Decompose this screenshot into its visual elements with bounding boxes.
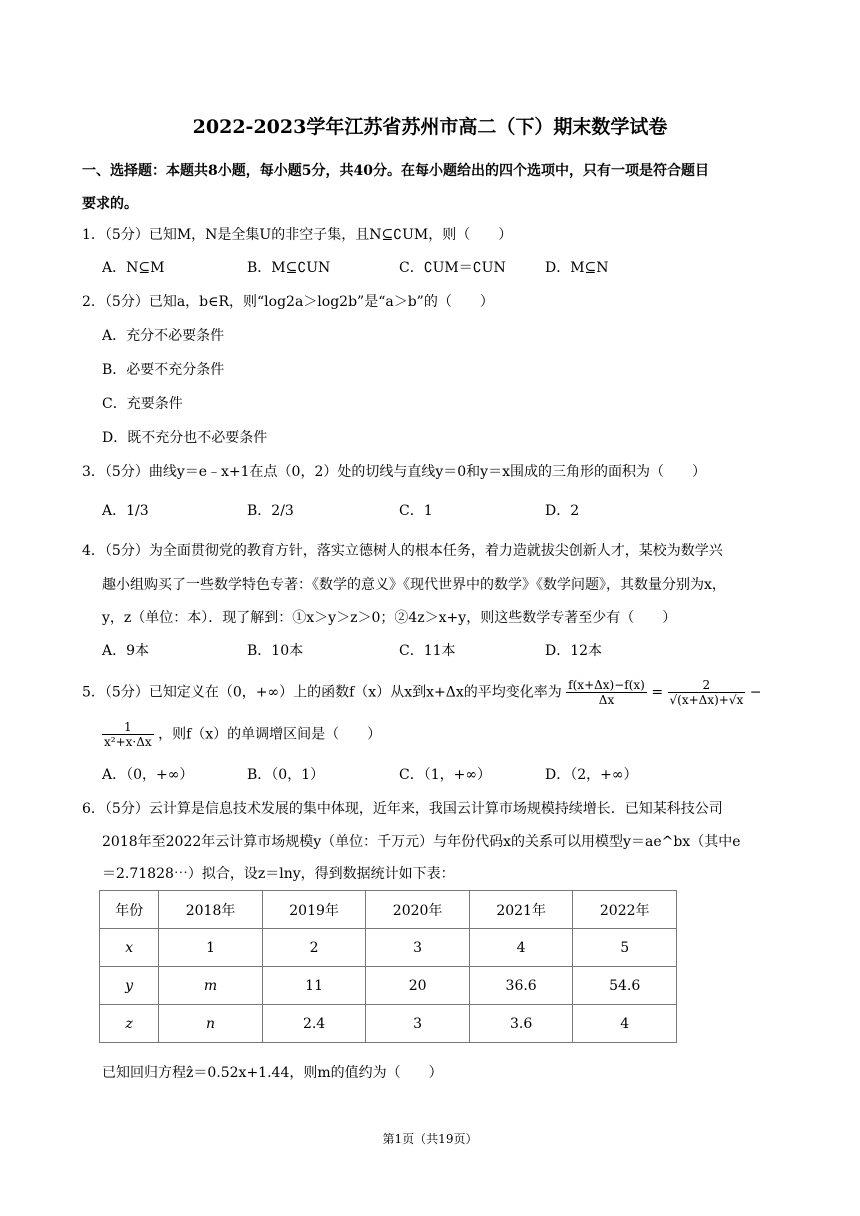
table-cell: 5	[573, 929, 677, 967]
q1-option-a: A．N⊆M	[102, 260, 165, 276]
q5-fraction-2	[668, 678, 746, 707]
question-6-line1: 6．（5分）云计算是信息技术发展的集中体现，近年来，我国云计算市场规模持续增长．已知某科技公司	[82, 801, 723, 817]
q5-option-a: A．（0，+∞）	[102, 767, 194, 783]
q5-fraction-2-num: 2	[668, 678, 746, 693]
table-header-row	[100, 891, 677, 929]
table-cell: 3.6	[469, 1005, 573, 1043]
table-cell: 4	[469, 929, 573, 967]
q1-option-c: C．∁UM＝∁UN	[399, 260, 506, 276]
table-cell: y	[100, 967, 159, 1005]
table-cell: 2	[262, 929, 366, 967]
q4-option-a: A．9本	[102, 643, 150, 659]
q2-option-c: C．充要条件	[102, 396, 183, 412]
q4-option-c: C．11本	[399, 643, 456, 659]
q3-option-b: B．2/3	[247, 503, 294, 519]
page-footer: 第1页（共19页）	[382, 1132, 478, 1146]
question-1-stem: 1．（5分）已知M，N是全集U的非空子集，且N⊆∁UM，则（ ）	[82, 227, 513, 243]
question-4-line2: 趣小组购买了一些数学特色专著：《数学的意义》《现代世界中的数学》《数学问题》，其数量分别为x，	[102, 577, 726, 593]
q2-option-d: D．既不充分也不必要条件	[102, 430, 268, 446]
q5-fraction-1-num: f(x+Δx)−f(x)	[568, 678, 645, 692]
question-4-line1: 4．（5分）为全面贯彻党的教育方针，落实立德树人的根本任务，着力造就拔尖创新人才，某校为数学兴	[82, 543, 723, 559]
table-cell: 2019年	[262, 891, 366, 929]
q5-fraction-3-den: x²+x·Δx	[104, 735, 152, 749]
question-5-line2	[102, 720, 381, 749]
question-2-stem: 2．（5分）已知a，b∈R，则“log2a＞log2b”是“a＞b”的（ ）	[82, 294, 494, 310]
q4-option-d: D．12本	[545, 643, 603, 659]
table-cell: 3	[366, 929, 470, 967]
q5-equals: =	[651, 684, 664, 701]
table-cell: 2022年	[573, 891, 677, 929]
table-row	[100, 967, 677, 1005]
table-cell: 2.4	[262, 1005, 366, 1043]
q2-option-b: B．必要不充分条件	[102, 362, 225, 378]
table-cell: 2018年	[159, 891, 263, 929]
q5-option-b: B．（0，1）	[247, 767, 325, 783]
table-cell: 20	[366, 967, 470, 1005]
q3-option-d: D．2	[545, 503, 580, 519]
q5-fraction-2-den: √(x+Δx)+√x	[669, 693, 744, 707]
q5-option-c: C．（1，+∞）	[399, 767, 492, 783]
q2-option-a: A．充分不必要条件	[102, 328, 225, 344]
table-cell: 36.6	[469, 967, 573, 1005]
table-cell: z	[100, 1005, 159, 1043]
question-4-line3: y，z（单位：本）．现了解到：①x＞y＞z＞0；②4z＞x+y，则这些数学专著至少有（ ）	[102, 610, 677, 626]
q5-fraction-3-num: 1	[102, 720, 154, 735]
q3-option-c: C．1	[399, 503, 433, 519]
q3-option-a: A．1/3	[102, 503, 149, 519]
q5-option-d: D．（2，+∞）	[545, 767, 638, 783]
q5-text: 5．（5分）已知定义在（0，+∞）上的函数f（x）从x到x+Δx的平均变化率为	[82, 684, 562, 701]
question-6-line2: 2018年至2022年云计算市场规模y（单位：千万元）与年份代码x的关系可以用模型y＝ae^bx（其中e	[102, 834, 741, 850]
table-cell: 4	[573, 1005, 677, 1043]
question-6-line3: ＝2.71828⋯）拟合，设z＝lny，得到数据统计如下表：	[102, 866, 455, 882]
table-row	[100, 929, 677, 967]
table-cell: 2020年	[366, 891, 470, 929]
table-row	[100, 1005, 677, 1043]
table-cell: 年份	[100, 891, 159, 929]
q5-fraction-1	[566, 678, 647, 707]
question-6-after: 已知回归方程ẑ＝0.52x+1.44，则m的值约为（ ）	[102, 1065, 443, 1081]
section-header-line2: 要求的。	[82, 196, 138, 212]
data-table	[99, 890, 677, 1043]
table-cell: 11	[262, 967, 366, 1005]
table-cell: m	[159, 967, 263, 1005]
q5-fraction-1-den: Δx	[598, 693, 615, 707]
question-3-stem: 3．（5分）曲线y＝e﹣x+1在点（0，2）处的切线与直线y＝0和y＝x围成的三角形的面积为（ ）	[82, 464, 706, 480]
table-cell: 54.6	[573, 967, 677, 1005]
q5-tail: ，则f（x）的单调增区间是（ ）	[158, 726, 382, 743]
table-cell: x	[100, 929, 159, 967]
q1-option-d: D．M⊆N	[545, 260, 609, 276]
q5-minus: −	[749, 684, 762, 701]
q4-option-b: B．10本	[247, 643, 304, 659]
table-cell: n	[159, 1005, 263, 1043]
question-5-line1	[82, 678, 761, 707]
q1-option-b: B．M⊆∁UN	[247, 260, 331, 276]
section-header-line1: 一、选择题：本题共8小题，每小题5分，共40分。在每小题给出的四个选项中，只有一项是符合题目	[82, 163, 709, 179]
q5-fraction-3	[102, 720, 154, 749]
page-title: 2022-2023学年江苏省苏州市高二（下）期末数学试卷	[192, 116, 668, 138]
table-cell: 3	[366, 1005, 470, 1043]
table-cell: 1	[159, 929, 263, 967]
table-cell: 2021年	[469, 891, 573, 929]
